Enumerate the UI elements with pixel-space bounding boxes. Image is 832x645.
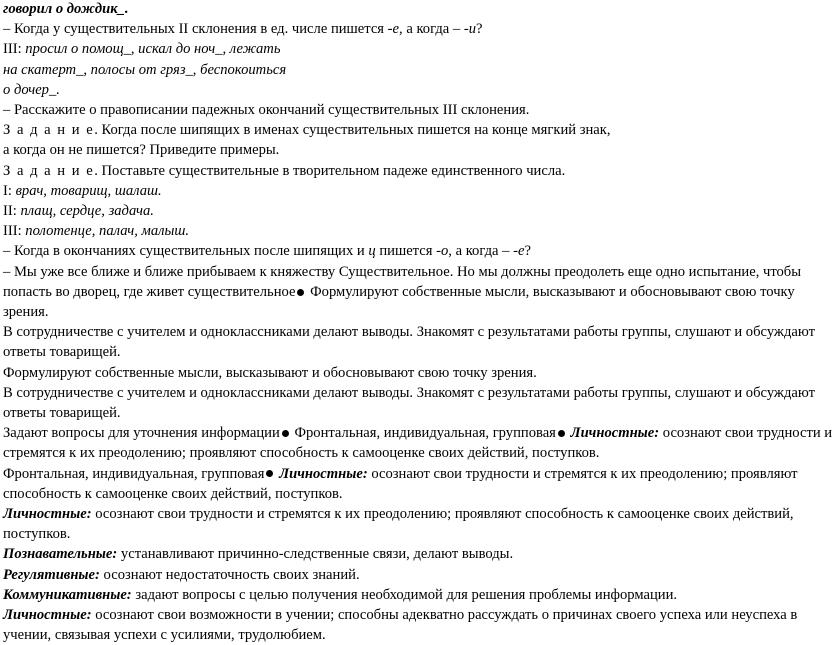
text-span: Задают вопросы для уточнения информации xyxy=(3,425,280,442)
text-span: , а когда – xyxy=(448,243,514,260)
category-label: Личностные: xyxy=(3,607,92,624)
text-line xyxy=(3,525,813,543)
text-span: , а когда – xyxy=(399,21,464,38)
text-line xyxy=(3,404,813,422)
italic-text: -о xyxy=(436,243,449,260)
text-line xyxy=(3,465,813,483)
text-line xyxy=(3,263,813,281)
text-span: осознают свои возможности в учении; способны адекватно рассуждать о причинах своего успеха или неуспеха в xyxy=(91,607,798,624)
italic-text: просил о помощ_, искал до ноч_, лежать xyxy=(25,41,281,58)
text-line xyxy=(3,505,813,523)
text-span: ответы товарищей. xyxy=(3,405,121,422)
text-span: Формулируют собственные мысли, высказывают и обосновывают свою точку зрения. xyxy=(3,364,537,381)
text-line xyxy=(3,323,813,341)
text-span: – Когда в окончаниях существительных после шипящих и xyxy=(3,243,369,260)
question-line xyxy=(3,20,813,38)
text-span: – Мы уже все ближе и ближе прибываем к княжеству Существительное. Но мы должны преодолеть еще одно испытание, чтобы xyxy=(3,263,802,280)
italic-text: плащ, сердце, задача. xyxy=(20,203,154,220)
task-line xyxy=(3,162,813,180)
italic-text: на скатерт_, полосы от гряз_, беспокоиться xyxy=(3,61,287,78)
text-line xyxy=(3,545,813,563)
text-span: поступков. xyxy=(3,526,71,543)
text-span: задают вопросы с целью получения необходимой для решения проблемы информации. xyxy=(131,586,678,603)
bullet-icon xyxy=(282,430,289,437)
category-label: Познавательные: xyxy=(3,546,118,563)
text-span: Фронтальная, индивидуальная, групповая xyxy=(290,425,556,442)
text-span: пишется xyxy=(375,243,437,260)
text-span: ? xyxy=(476,21,483,38)
question-line xyxy=(3,242,813,260)
text-span: попасть во дворец, где живет существительное xyxy=(3,283,296,300)
exercise-line xyxy=(3,81,813,99)
text-span: осознают свои трудности и стремятся к их преодолению; проявляют xyxy=(367,465,798,482)
category-label: Коммуникативные: xyxy=(3,586,132,603)
italic-text: -е xyxy=(513,243,525,260)
exercise-line xyxy=(3,202,813,220)
text-line xyxy=(3,586,813,604)
italic-text: врач, товарищ, шалаш. xyxy=(15,182,162,199)
category-label: Личностные: xyxy=(275,465,368,482)
text-span: . Когда после шипящих в именах существительных пишется на конце мягкий знак, xyxy=(94,122,611,139)
text-line xyxy=(3,566,813,584)
exercise-line xyxy=(3,222,813,240)
italic-text: -е xyxy=(387,21,400,38)
italic-text: полотенце, палач, малыш. xyxy=(25,223,190,240)
category-label: Личностные: xyxy=(566,425,660,442)
task-line xyxy=(3,121,813,139)
text-span: осознают недостаточность своих знаний. xyxy=(99,566,360,583)
exercise-line xyxy=(3,182,813,200)
text-span: II: xyxy=(3,203,21,220)
text-span: ? xyxy=(524,243,531,260)
text-span: Формулируют собственные мысли, высказывают и обосновывают свою точку xyxy=(306,283,795,300)
italic-text: о дочер_. xyxy=(3,81,60,98)
task-label: З а д а н и е xyxy=(3,122,95,139)
text-line xyxy=(3,283,813,301)
text-line xyxy=(3,384,813,402)
bullet-icon xyxy=(558,430,565,437)
exercise-line xyxy=(3,61,813,79)
text-span: В сотрудничестве с учителем и одноклассниками делают выводы. Знакомят с результатами работы группы, слушают и обсуждают xyxy=(3,384,815,401)
text-span: осознают свои трудности и стремятся к их преодолению; проявляют способность к самооценке своих действий, xyxy=(91,506,794,523)
text-span: способность к самооценке своих действий, поступков. xyxy=(3,485,343,502)
category-label: Личностные: xyxy=(3,506,92,523)
text-line xyxy=(3,303,813,321)
question-line xyxy=(3,101,813,119)
text-line xyxy=(3,606,813,624)
category-label: Регулятивные: xyxy=(3,566,100,583)
text-line xyxy=(3,444,813,462)
text-span: Фронтальная, индивидуальная, групповая xyxy=(3,465,265,482)
text-span: ответы товарищей. xyxy=(3,344,121,361)
text-span: I: xyxy=(3,182,16,199)
text-line xyxy=(3,626,813,644)
text-span: устанавливают причинно-следственные связи, делают выводы. xyxy=(117,546,514,563)
text-span: III: xyxy=(3,223,26,240)
text-span: В сотрудничестве с учителем и одноклассниками делают выводы. Знакомят с результатами работы группы, слушают и обсуждают xyxy=(3,324,815,341)
text-line xyxy=(3,141,813,159)
text-span: – Расскажите о правописании падежных окончаний существительных III склонения. xyxy=(3,102,530,119)
bullet-icon xyxy=(297,289,304,296)
exercise-line xyxy=(3,40,813,58)
text-line xyxy=(3,343,813,361)
text-line xyxy=(3,0,813,18)
italic-text: ц xyxy=(368,243,376,260)
text-span: – Когда у существительных II склонения в ед. числе пишется xyxy=(3,21,388,38)
text-span: зрения. xyxy=(3,304,49,321)
bullet-icon xyxy=(266,470,273,477)
text-line xyxy=(3,424,832,442)
text-span: учении, связывая успехи с усилиями, трудолюбием. xyxy=(3,627,326,644)
text-line xyxy=(3,364,813,382)
emphasis-text: говорил о дождик_. xyxy=(3,1,129,17)
text-span: а когда он не пишется? Приведите примеры. xyxy=(3,142,280,159)
text-span: стремятся к их преодолению; проявляют способность к самооценке своих действий, поступков. xyxy=(3,445,600,462)
italic-text: -и xyxy=(463,21,477,38)
text-span: III: xyxy=(3,41,26,58)
text-span: осознают свои трудности и xyxy=(659,425,832,442)
text-line xyxy=(3,485,813,503)
text-span: . Поставьте существительные в творительном падеже единственного числа. xyxy=(94,162,566,179)
task-label: З а д а н и е xyxy=(3,162,95,179)
